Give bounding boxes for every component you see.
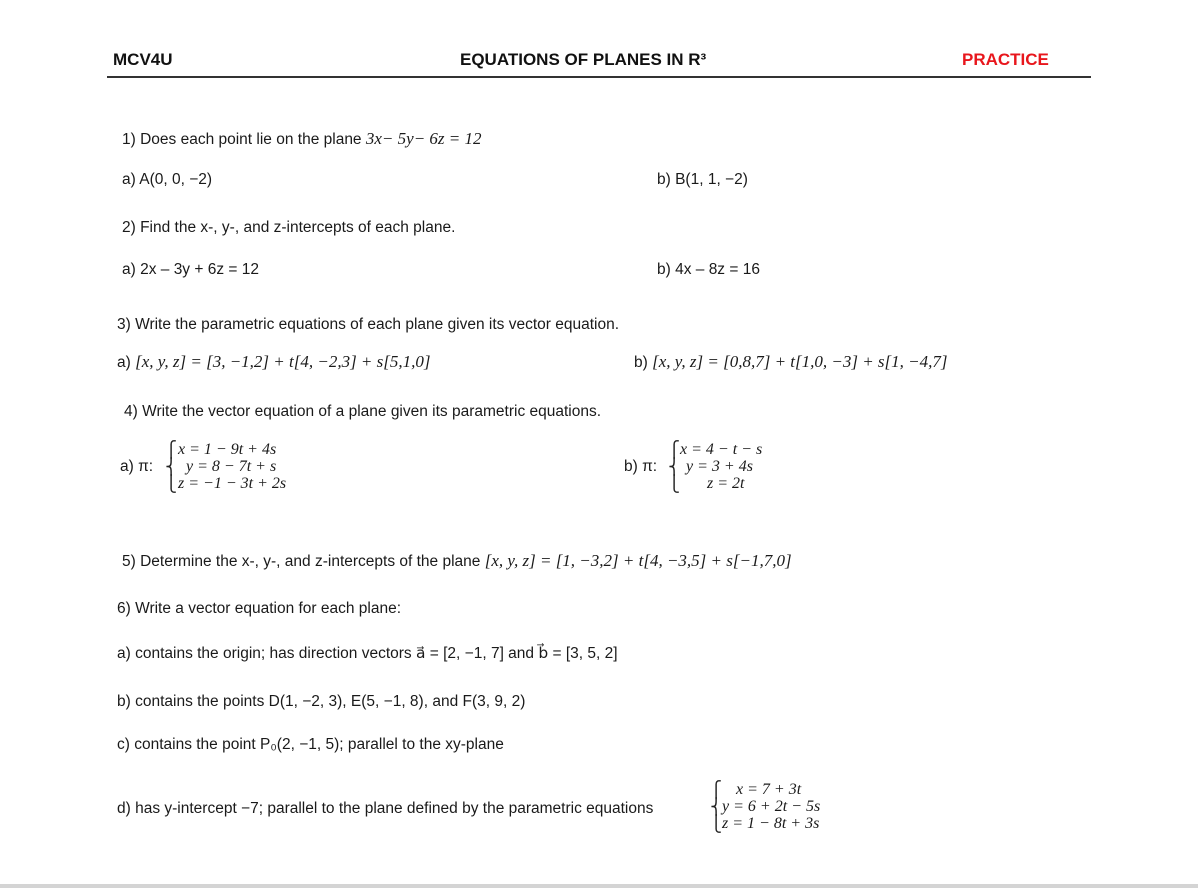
q4-b-line-2: y = 3 + 4s [686, 458, 753, 475]
q4-a-line-2: y = 8 − 7t + s [186, 458, 277, 475]
q4-b-line-3: z = 2t [707, 475, 745, 492]
q3-part-b: b) [x, y, z] = [0,8,7] + t[1,0, −3] + s[1, −4,7] [634, 352, 948, 371]
q3-b-equation: [x, y, z] = [0,8,7] + t[1,0, −3] + s[1, −4,7] [652, 352, 948, 371]
q4-a-brace: ⎧ ⎨ ⎩ [165, 440, 177, 493]
q4-a-system [178, 441, 286, 492]
q2-prompt: 2) Find the x-, y-, and z-intercepts of each plane. [122, 219, 456, 236]
q6-prompt: 6) Write a vector equation for each plane: [117, 600, 402, 617]
q5-equation: [x, y, z] = [1, −3,2] + t[4, −3,5] + s[−1,7,0] [484, 551, 792, 570]
q4-b-system [680, 441, 762, 492]
q6-d-line-2: y = 6 + 2t − 5s [722, 798, 821, 815]
q1-prompt: 1) Does each point lie on the plane 3x− 5y− 6z = 12 [122, 129, 482, 148]
q3-a-equation: [x, y, z] = [3, −1,2] + t[4, −2,3] + s[5,1,0] [135, 352, 431, 371]
q6-d-brace: ⎧ ⎨ ⎩ [710, 780, 722, 833]
q6-d-line-3: z = 1 − 8t + 3s [722, 815, 820, 832]
q6-d-line-1: x = 7 + 3t [736, 781, 802, 798]
q2-part-a: a) 2x – 3y + 6z = 12 [122, 261, 260, 278]
q1-part-b: b) B(1, 1, −2) [657, 171, 748, 188]
q6-part-b: b) contains the points D(1, −2, 3), E(5, −1, 8), and F(3, 9, 2) [117, 693, 526, 710]
q4-b-label: b) π: [624, 458, 658, 475]
page-title: EQUATIONS OF PLANES IN R³ [460, 50, 707, 69]
q2-part-b: b) 4x – 8z = 16 [657, 261, 760, 278]
q4-b-line-1: x = 4 − t − s [680, 441, 763, 458]
practice-label: PRACTICE [962, 50, 1049, 69]
course-code: MCV4U [113, 50, 173, 69]
page-bottom-edge [0, 884, 1198, 888]
q4-a-line-3: z = −1 − 3t + 2s [178, 475, 287, 492]
q3-prompt: 3) Write the parametric equations of each plane given its vector equation. [117, 316, 620, 333]
q6-part-c: c) contains the point P₀(2, −1, 5); parallel to the xy-plane [117, 736, 504, 753]
q6-part-d: d) has y-intercept −7; parallel to the plane defined by the parametric equations [117, 800, 654, 817]
q1-equation: 3x− 5y− 6z = 12 [365, 129, 482, 148]
q3-part-a: a) [x, y, z] = [3, −1,2] + t[4, −2,3] + s[5,1,0] [117, 352, 431, 371]
q6-d-system [722, 781, 820, 832]
q4-a-line-1: x = 1 − 9t + 4s [178, 441, 277, 458]
q5-prompt: 5) Determine the x-, y-, and z-intercepts of the plane [x, y, z] = [1, −3,2] + t[4, −3,5] + s[−1,7,0] [122, 551, 792, 570]
header-rule [107, 76, 1091, 78]
q1-part-a: a) A(0, 0, −2) [122, 171, 213, 188]
q4-b-brace: ⎧ ⎨ ⎩ [668, 440, 680, 493]
q6-part-a: a) contains the origin; has direction vectors a⃗ = [2, −1, 7] and b⃗ = [3, 5, 2] [117, 645, 618, 662]
q4-prompt: 4) Write the vector equation of a plane given its parametric equations. [124, 403, 602, 420]
q4-a-label: a) π: [120, 458, 154, 475]
